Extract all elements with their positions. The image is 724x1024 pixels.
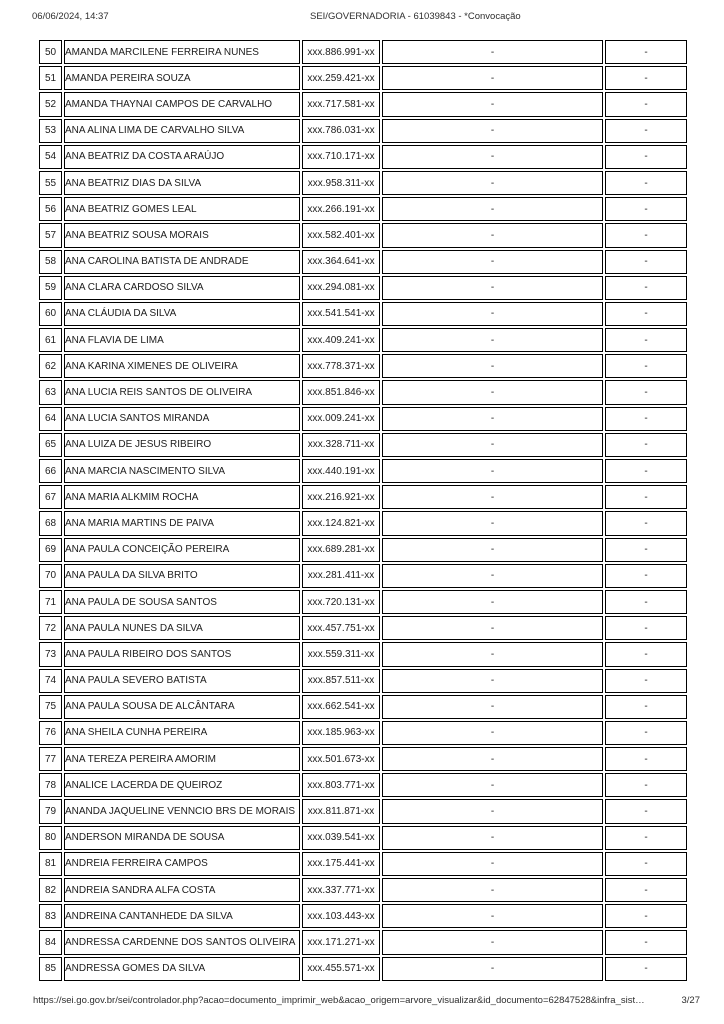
table-row: [39, 511, 687, 535]
candidate-name-cell: ANA LUCIA SANTOS MIRANDA: [64, 407, 300, 431]
table-row: [39, 669, 687, 693]
candidate-name-cell: ANA CLÁUDIA DA SILVA: [64, 302, 300, 326]
row-number-cell: 78: [39, 773, 62, 797]
empty-value-cell: -: [605, 642, 687, 666]
candidate-cpf-cell: xxx.216.921-xx: [302, 485, 380, 509]
candidate-cpf-cell: xxx.457.751-xx: [302, 616, 380, 640]
candidate-cpf-cell: xxx.778.371-xx: [302, 354, 380, 378]
print-header-datetime: 06/06/2024, 14:37: [32, 11, 109, 22]
row-number-cell: 80: [39, 826, 62, 850]
empty-value-cell: -: [382, 92, 603, 116]
table-row: [39, 642, 687, 666]
candidate-cpf-cell: xxx.259.421-xx: [302, 66, 380, 90]
candidate-name-cell: ANA BEATRIZ SOUSA MORAIS: [64, 223, 300, 247]
row-number-cell: 61: [39, 328, 62, 352]
row-number-cell: 54: [39, 145, 62, 169]
row-number-cell: 63: [39, 380, 62, 404]
table-row: [39, 433, 687, 457]
row-number-cell: 53: [39, 119, 62, 143]
table-row: [39, 223, 687, 247]
convocation-table-body: [39, 40, 687, 981]
print-footer-url: https://sei.go.gov.br/sei/controlador.php?acao=documento_imprimir_web&acao_origem=arvore_visualizar&id_documento=62847528&infra_sist…: [33, 995, 645, 1006]
candidate-cpf-cell: xxx.009.241-xx: [302, 407, 380, 431]
table-row: [39, 538, 687, 562]
print-footer-page-number: 3/27: [681, 995, 700, 1006]
empty-value-cell: -: [382, 354, 603, 378]
candidate-cpf-cell: xxx.281.411-xx: [302, 564, 380, 588]
empty-value-cell: -: [382, 328, 603, 352]
candidate-cpf-cell: xxx.171.271-xx: [302, 930, 380, 954]
empty-value-cell: -: [382, 145, 603, 169]
row-number-cell: 85: [39, 957, 62, 981]
row-number-cell: 52: [39, 92, 62, 116]
empty-value-cell: -: [382, 459, 603, 483]
candidate-name-cell: ANA LUIZA DE JESUS RIBEIRO: [64, 433, 300, 457]
empty-value-cell: -: [605, 407, 687, 431]
empty-value-cell: -: [382, 904, 603, 928]
empty-value-cell: -: [382, 302, 603, 326]
candidate-name-cell: ANA BEATRIZ DIAS DA SILVA: [64, 171, 300, 195]
empty-value-cell: -: [605, 669, 687, 693]
empty-value-cell: -: [605, 119, 687, 143]
empty-value-cell: -: [605, 904, 687, 928]
empty-value-cell: -: [605, 538, 687, 562]
candidate-name-cell: ANA PAULA CONCEIÇÃO PEREIRA: [64, 538, 300, 562]
empty-value-cell: -: [382, 538, 603, 562]
table-row: [39, 328, 687, 352]
candidate-cpf-cell: xxx.803.771-xx: [302, 773, 380, 797]
empty-value-cell: -: [605, 145, 687, 169]
empty-value-cell: -: [605, 197, 687, 221]
candidate-cpf-cell: xxx.559.311-xx: [302, 642, 380, 666]
empty-value-cell: -: [382, 930, 603, 954]
candidate-name-cell: ANDRESSA GOMES DA SILVA: [64, 957, 300, 981]
candidate-cpf-cell: xxx.364.641-xx: [302, 250, 380, 274]
table-row: [39, 485, 687, 509]
candidate-name-cell: ANA MARIA ALKMIM ROCHA: [64, 485, 300, 509]
empty-value-cell: -: [382, 223, 603, 247]
candidate-name-cell: ANDREIA FERREIRA CAMPOS: [64, 852, 300, 876]
candidate-cpf-cell: xxx.501.673-xx: [302, 747, 380, 771]
candidate-name-cell: ANDRESSA CARDENNE DOS SANTOS OLIVEIRA: [64, 930, 300, 954]
empty-value-cell: -: [382, 564, 603, 588]
empty-value-cell: -: [605, 564, 687, 588]
table-row: [39, 878, 687, 902]
candidate-name-cell: ANANDA JAQUELINE VENNCIO BRS DE MORAIS: [64, 799, 300, 823]
candidate-name-cell: ANA PAULA SEVERO BATISTA: [64, 669, 300, 693]
table-row: [39, 276, 687, 300]
row-number-cell: 77: [39, 747, 62, 771]
row-number-cell: 72: [39, 616, 62, 640]
candidate-name-cell: ANA MARIA MARTINS DE PAIVA: [64, 511, 300, 535]
candidate-name-cell: AMANDA PEREIRA SOUZA: [64, 66, 300, 90]
candidate-cpf-cell: xxx.851.846-xx: [302, 380, 380, 404]
row-number-cell: 64: [39, 407, 62, 431]
candidate-cpf-cell: xxx.328.711-xx: [302, 433, 380, 457]
row-number-cell: 57: [39, 223, 62, 247]
candidate-name-cell: ANA TEREZA PEREIRA AMORIM: [64, 747, 300, 771]
empty-value-cell: -: [382, 747, 603, 771]
table-row: [39, 119, 687, 143]
candidate-cpf-cell: xxx.103.443-xx: [302, 904, 380, 928]
table-row: [39, 773, 687, 797]
table-row: [39, 564, 687, 588]
empty-value-cell: -: [605, 302, 687, 326]
empty-value-cell: -: [605, 616, 687, 640]
empty-value-cell: -: [605, 930, 687, 954]
candidate-cpf-cell: xxx.440.191-xx: [302, 459, 380, 483]
empty-value-cell: -: [382, 957, 603, 981]
candidate-name-cell: ANA CAROLINA BATISTA DE ANDRADE: [64, 250, 300, 274]
table-row: [39, 904, 687, 928]
empty-value-cell: -: [605, 721, 687, 745]
empty-value-cell: -: [605, 40, 687, 64]
candidate-name-cell: ANA ALINA LIMA DE CARVALHO SILVA: [64, 119, 300, 143]
empty-value-cell: -: [382, 878, 603, 902]
candidate-cpf-cell: xxx.266.191-xx: [302, 197, 380, 221]
empty-value-cell: -: [382, 852, 603, 876]
candidate-name-cell: ANA MARCIA NASCIMENTO SILVA: [64, 459, 300, 483]
empty-value-cell: -: [605, 328, 687, 352]
table-row: [39, 747, 687, 771]
empty-value-cell: -: [382, 40, 603, 64]
table-row: [39, 695, 687, 719]
candidate-name-cell: ANA KARINA XIMENES DE OLIVEIRA: [64, 354, 300, 378]
empty-value-cell: -: [605, 66, 687, 90]
candidate-cpf-cell: xxx.857.511-xx: [302, 669, 380, 693]
table-row: [39, 721, 687, 745]
candidate-cpf-cell: xxx.717.581-xx: [302, 92, 380, 116]
empty-value-cell: -: [382, 642, 603, 666]
empty-value-cell: -: [382, 721, 603, 745]
empty-value-cell: -: [605, 957, 687, 981]
row-number-cell: 56: [39, 197, 62, 221]
table-row: [39, 407, 687, 431]
row-number-cell: 73: [39, 642, 62, 666]
table-row: [39, 590, 687, 614]
table-row: [39, 957, 687, 981]
table-row: [39, 826, 687, 850]
table-row: [39, 40, 687, 64]
candidate-cpf-cell: xxx.689.281-xx: [302, 538, 380, 562]
table-row: [39, 145, 687, 169]
candidate-name-cell: ANA PAULA RIBEIRO DOS SANTOS: [64, 642, 300, 666]
print-header-document-title: SEI/GOVERNADORIA - 61039843 - *Convocação: [310, 11, 521, 22]
candidate-cpf-cell: xxx.185.963-xx: [302, 721, 380, 745]
row-number-cell: 81: [39, 852, 62, 876]
candidate-name-cell: ANA FLAVIA DE LIMA: [64, 328, 300, 352]
empty-value-cell: -: [382, 799, 603, 823]
candidate-cpf-cell: xxx.337.771-xx: [302, 878, 380, 902]
row-number-cell: 51: [39, 66, 62, 90]
table-row: [39, 852, 687, 876]
table-row: [39, 930, 687, 954]
candidate-name-cell: ANDREIA SANDRA ALFA COSTA: [64, 878, 300, 902]
empty-value-cell: -: [382, 826, 603, 850]
table-row: [39, 66, 687, 90]
empty-value-cell: -: [382, 250, 603, 274]
candidate-name-cell: AMANDA MARCILENE FERREIRA NUNES: [64, 40, 300, 64]
empty-value-cell: -: [605, 511, 687, 535]
empty-value-cell: -: [605, 171, 687, 195]
row-number-cell: 62: [39, 354, 62, 378]
candidate-name-cell: AMANDA THAYNAI CAMPOS DE CARVALHO: [64, 92, 300, 116]
empty-value-cell: -: [382, 616, 603, 640]
table-row: [39, 197, 687, 221]
empty-value-cell: -: [382, 590, 603, 614]
empty-value-cell: -: [382, 66, 603, 90]
candidate-cpf-cell: xxx.455.571-xx: [302, 957, 380, 981]
empty-value-cell: -: [382, 669, 603, 693]
empty-value-cell: -: [382, 407, 603, 431]
empty-value-cell: -: [382, 485, 603, 509]
empty-value-cell: -: [382, 380, 603, 404]
empty-value-cell: -: [605, 433, 687, 457]
table-row: [39, 92, 687, 116]
table-row: [39, 459, 687, 483]
row-number-cell: 74: [39, 669, 62, 693]
empty-value-cell: -: [605, 250, 687, 274]
candidate-name-cell: ANA PAULA SOUSA DE ALCÂNTARA: [64, 695, 300, 719]
empty-value-cell: -: [605, 747, 687, 771]
empty-value-cell: -: [382, 695, 603, 719]
empty-value-cell: -: [605, 380, 687, 404]
candidate-cpf-cell: xxx.582.401-xx: [302, 223, 380, 247]
empty-value-cell: -: [605, 695, 687, 719]
candidate-name-cell: ANA PAULA NUNES DA SILVA: [64, 616, 300, 640]
empty-value-cell: -: [605, 485, 687, 509]
candidate-cpf-cell: xxx.175.441-xx: [302, 852, 380, 876]
table-row: [39, 354, 687, 378]
table-row: [39, 380, 687, 404]
candidate-cpf-cell: xxx.541.541-xx: [302, 302, 380, 326]
empty-value-cell: -: [605, 459, 687, 483]
candidate-name-cell: ANA BEATRIZ GOMES LEAL: [64, 197, 300, 221]
candidate-name-cell: ANA BEATRIZ DA COSTA ARAÚJO: [64, 145, 300, 169]
empty-value-cell: -: [605, 826, 687, 850]
empty-value-cell: -: [605, 354, 687, 378]
empty-value-cell: -: [605, 92, 687, 116]
row-number-cell: 70: [39, 564, 62, 588]
candidate-cpf-cell: xxx.294.081-xx: [302, 276, 380, 300]
candidate-name-cell: ANALICE LACERDA DE QUEIROZ: [64, 773, 300, 797]
candidate-name-cell: ANA PAULA DA SILVA BRITO: [64, 564, 300, 588]
empty-value-cell: -: [605, 773, 687, 797]
candidate-cpf-cell: xxx.720.131-xx: [302, 590, 380, 614]
row-number-cell: 75: [39, 695, 62, 719]
row-number-cell: 82: [39, 878, 62, 902]
candidate-cpf-cell: xxx.886.991-xx: [302, 40, 380, 64]
candidate-cpf-cell: xxx.039.541-xx: [302, 826, 380, 850]
empty-value-cell: -: [605, 878, 687, 902]
row-number-cell: 58: [39, 250, 62, 274]
empty-value-cell: -: [605, 276, 687, 300]
row-number-cell: 79: [39, 799, 62, 823]
empty-value-cell: -: [382, 197, 603, 221]
candidate-cpf-cell: xxx.811.871-xx: [302, 799, 380, 823]
empty-value-cell: -: [382, 171, 603, 195]
row-number-cell: 65: [39, 433, 62, 457]
convocation-table: [37, 38, 689, 983]
empty-value-cell: -: [382, 433, 603, 457]
candidate-cpf-cell: xxx.958.311-xx: [302, 171, 380, 195]
empty-value-cell: -: [382, 119, 603, 143]
empty-value-cell: -: [382, 276, 603, 300]
candidate-cpf-cell: xxx.662.541-xx: [302, 695, 380, 719]
empty-value-cell: -: [605, 852, 687, 876]
row-number-cell: 55: [39, 171, 62, 195]
empty-value-cell: -: [382, 511, 603, 535]
empty-value-cell: -: [605, 799, 687, 823]
candidate-name-cell: ANA SHEILA CUNHA PEREIRA: [64, 721, 300, 745]
row-number-cell: 76: [39, 721, 62, 745]
row-number-cell: 68: [39, 511, 62, 535]
row-number-cell: 71: [39, 590, 62, 614]
candidate-name-cell: ANA PAULA DE SOUSA SANTOS: [64, 590, 300, 614]
candidate-name-cell: ANDREINA CANTANHEDE DA SILVA: [64, 904, 300, 928]
row-number-cell: 59: [39, 276, 62, 300]
empty-value-cell: -: [382, 773, 603, 797]
candidate-name-cell: ANA CLARA CARDOSO SILVA: [64, 276, 300, 300]
empty-value-cell: -: [605, 590, 687, 614]
row-number-cell: 84: [39, 930, 62, 954]
table-row: [39, 616, 687, 640]
candidate-cpf-cell: xxx.710.171-xx: [302, 145, 380, 169]
row-number-cell: 67: [39, 485, 62, 509]
candidate-name-cell: ANA LUCIA REIS SANTOS DE OLIVEIRA: [64, 380, 300, 404]
candidate-cpf-cell: xxx.786.031-xx: [302, 119, 380, 143]
empty-value-cell: -: [605, 223, 687, 247]
row-number-cell: 83: [39, 904, 62, 928]
row-number-cell: 50: [39, 40, 62, 64]
row-number-cell: 69: [39, 538, 62, 562]
table-row: [39, 302, 687, 326]
candidate-cpf-cell: xxx.409.241-xx: [302, 328, 380, 352]
table-row: [39, 171, 687, 195]
table-row: [39, 250, 687, 274]
row-number-cell: 60: [39, 302, 62, 326]
candidate-cpf-cell: xxx.124.821-xx: [302, 511, 380, 535]
table-row: [39, 799, 687, 823]
candidate-name-cell: ANDERSON MIRANDA DE SOUSA: [64, 826, 300, 850]
row-number-cell: 66: [39, 459, 62, 483]
